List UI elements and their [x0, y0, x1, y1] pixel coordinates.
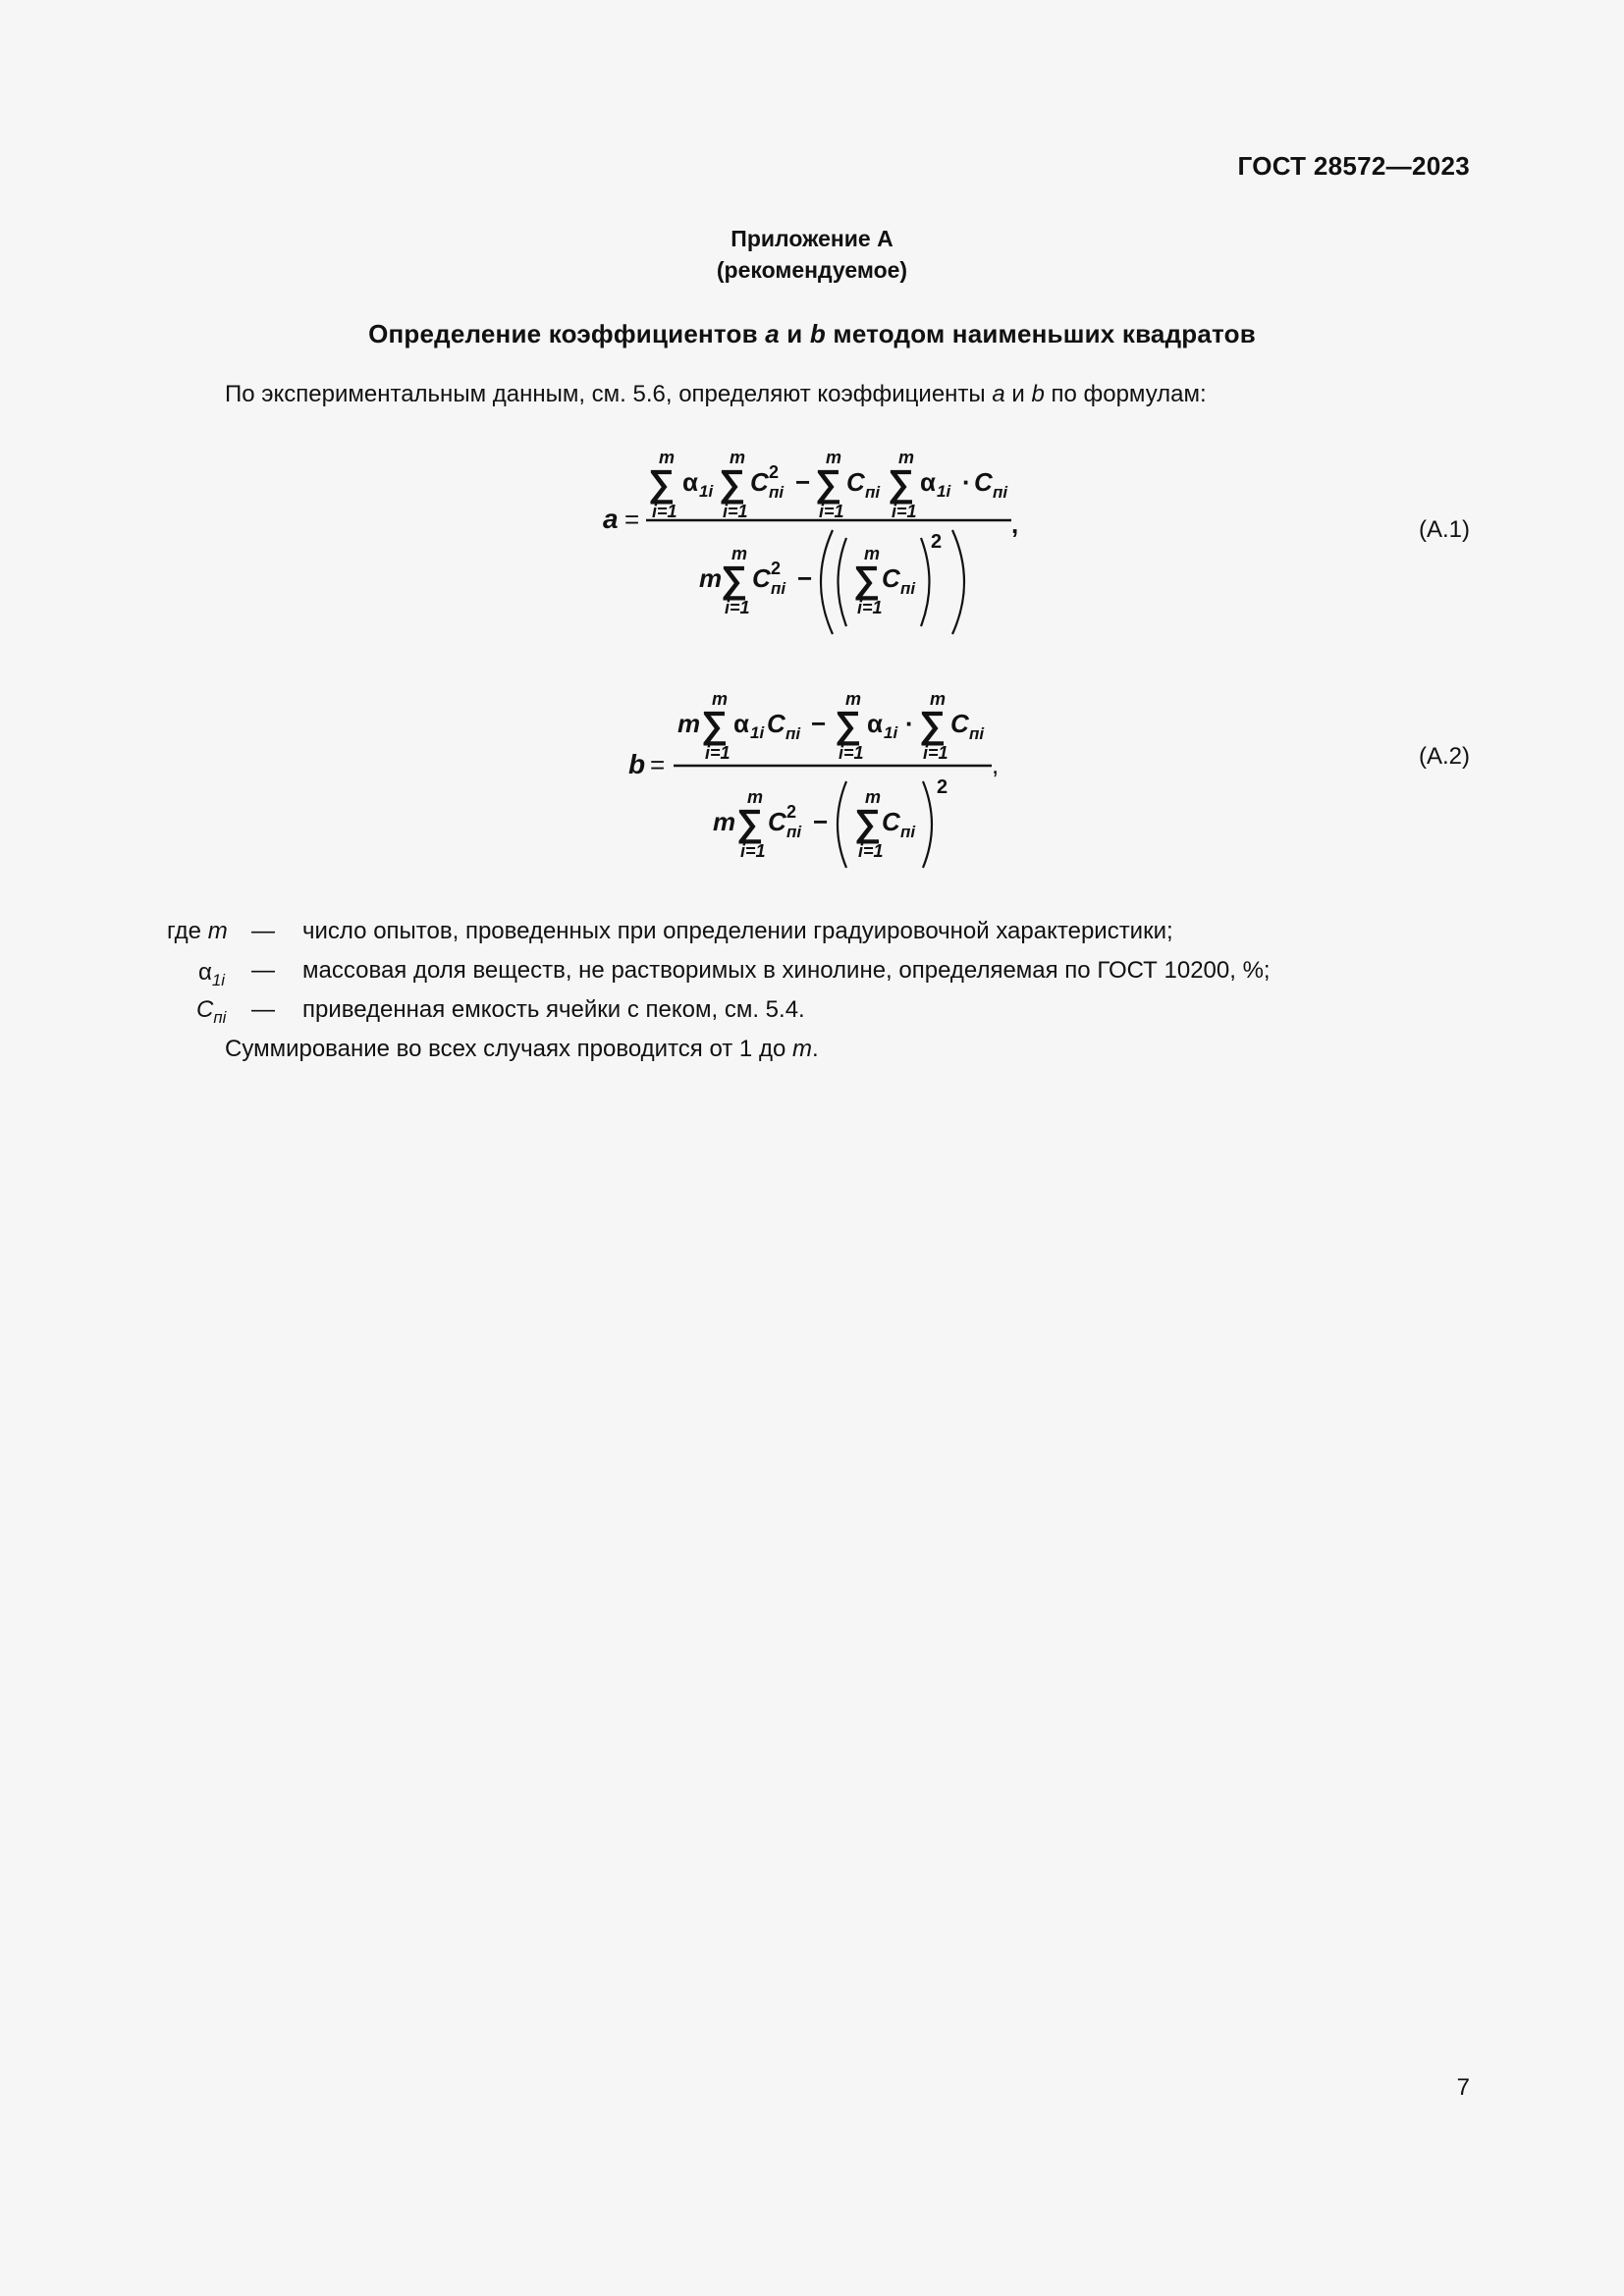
legend-item: $C_{пi}$	[196, 996, 227, 1027]
svg-text:i=1: i=1	[723, 502, 748, 521]
svg-text:α: α	[920, 467, 936, 497]
sum-symbol: ∑	[719, 463, 746, 505]
svg-text:2: 2	[771, 559, 782, 578]
sum-symbol: ∑	[736, 803, 764, 844]
sum-symbol: ∑	[853, 560, 881, 601]
svg-text:пi: пi	[771, 579, 786, 598]
svg-text:m: m	[826, 448, 842, 467]
svg-text:,: ,	[1011, 509, 1019, 539]
equation-number: (А.2)	[1418, 743, 1470, 770]
svg-text:α: α	[682, 467, 698, 497]
equation-a2	[615, 677, 1027, 879]
svg-text:m: m	[845, 689, 862, 709]
appendix-title: Приложение А	[731, 226, 893, 251]
svg-text:C: C	[950, 709, 969, 738]
svg-text:C: C	[768, 807, 786, 836]
svg-text:−: −	[797, 563, 813, 593]
svg-text:i=1: i=1	[725, 598, 750, 617]
intro-paragraph: По экспериментальным данным, см. 5.6, определяют коэффициенты a и b по формулам:	[225, 381, 1207, 407]
svg-text:m: m	[699, 563, 723, 593]
svg-text:α: α	[733, 709, 749, 738]
section-heading: Определение коэффициентов a и b методом наименьших квадратов	[368, 319, 1256, 348]
equation-number: (А.1)	[1418, 516, 1470, 543]
svg-text:C: C	[882, 807, 900, 836]
svg-text:i=1: i=1	[652, 502, 677, 521]
svg-text:1i: 1i	[750, 723, 765, 742]
svg-text:−: −	[813, 807, 829, 836]
svg-text:пi: пi	[969, 724, 985, 743]
svg-text:m: m	[712, 689, 729, 709]
document-code: ГОСТ 28572—2023	[1237, 151, 1470, 181]
svg-text:m: m	[747, 787, 764, 807]
svg-text:m: m	[677, 709, 701, 738]
svg-text:C: C	[882, 563, 900, 593]
sum-symbol: ∑	[721, 560, 748, 601]
svg-text:пi: пi	[900, 579, 916, 598]
svg-text:2: 2	[937, 776, 948, 798]
svg-text:пi: пi	[786, 823, 802, 841]
svg-text:=: =	[624, 505, 640, 534]
sum-symbol: ∑	[854, 803, 882, 844]
svg-text:C: C	[767, 709, 785, 738]
page-number: 7	[1456, 2074, 1470, 2101]
svg-text:пi: пi	[993, 483, 1008, 502]
sum-symbol: ∑	[835, 705, 862, 746]
svg-text:C: C	[750, 467, 769, 497]
svg-text:пi: пi	[769, 483, 785, 502]
svg-text:α: α	[867, 709, 883, 738]
svg-text:2: 2	[786, 802, 797, 822]
svg-text:i=1: i=1	[923, 743, 948, 763]
legend-dash: —	[251, 957, 275, 984]
svg-text:i=1: i=1	[705, 743, 731, 763]
svg-text:i=1: i=1	[740, 841, 766, 861]
svg-text:·: ·	[905, 709, 914, 738]
svg-text:пi: пi	[865, 483, 881, 502]
svg-text:m: m	[730, 448, 746, 467]
equation-lhs: b	[628, 749, 646, 779]
svg-text:,: ,	[992, 750, 1000, 779]
svg-text:i=1: i=1	[819, 502, 844, 521]
legend-text: массовая доля веществ, не растворимых в хинолине, определяемая по ГОСТ 10200, %;	[302, 957, 1271, 984]
legend-dash: —	[251, 918, 275, 944]
svg-text:i=1: i=1	[857, 598, 883, 617]
equation-a1	[589, 440, 1041, 651]
svg-text:m: m	[731, 544, 748, 563]
sum-symbol: ∑	[888, 463, 915, 505]
svg-text:−: −	[811, 709, 827, 738]
equation-lhs: a	[603, 504, 619, 534]
svg-text:C: C	[846, 467, 865, 497]
svg-text:m: m	[659, 448, 676, 467]
svg-text:пi: пi	[785, 724, 801, 743]
svg-text:i=1: i=1	[839, 743, 864, 763]
svg-text:=: =	[650, 750, 666, 779]
svg-text:пi: пi	[900, 823, 916, 841]
legend-item: $\alpha_{1i}$	[198, 959, 225, 989]
svg-text:i=1: i=1	[892, 502, 917, 521]
legend-dash: —	[251, 996, 275, 1023]
appendix-status: (рекомендуемое)	[716, 257, 908, 283]
svg-text:2: 2	[931, 531, 943, 553]
svg-text:·: ·	[962, 467, 971, 497]
svg-text:2: 2	[769, 462, 780, 482]
svg-text:1i: 1i	[937, 482, 951, 501]
svg-text:−: −	[795, 467, 811, 497]
svg-text:1i: 1i	[884, 723, 898, 742]
svg-text:i=1: i=1	[858, 841, 884, 861]
svg-text:m: m	[898, 448, 915, 467]
svg-text:1i: 1i	[699, 482, 714, 501]
sum-symbol: ∑	[919, 705, 947, 746]
legend-text: приведенная емкость ячейки с пеком, см. 5.4.	[302, 996, 805, 1023]
legend-item: где m	[167, 918, 228, 944]
legend-text: число опытов, проведенных при определении градуировочной характеристики;	[302, 918, 1173, 944]
svg-text:C: C	[974, 467, 993, 497]
svg-text:m: m	[865, 787, 882, 807]
svg-text:m: m	[864, 544, 881, 563]
sum-symbol: ∑	[648, 463, 676, 505]
summation-note: Суммирование во всех случаях проводится от 1 до m.	[225, 1036, 819, 1062]
svg-text:m: m	[713, 807, 736, 836]
sum-symbol: ∑	[701, 705, 729, 746]
svg-text:C: C	[752, 563, 771, 593]
sum-symbol: ∑	[815, 463, 842, 505]
svg-text:m: m	[930, 689, 947, 709]
